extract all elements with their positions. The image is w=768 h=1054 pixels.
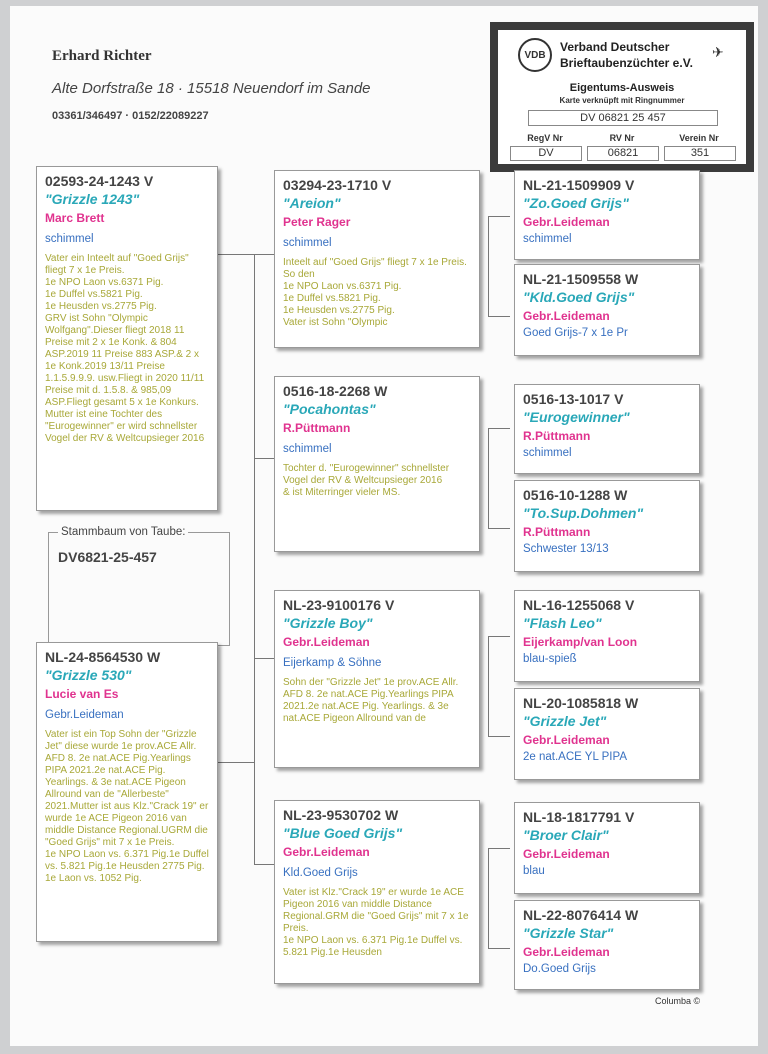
breeder: Gebr.Leideman <box>283 845 370 859</box>
ring-number: NL-23-9100176 V <box>283 597 395 613</box>
pigeon-name: "Grizzle Star" <box>523 925 614 941</box>
connector-line <box>488 948 510 949</box>
pigeon-name: "To.Sup.Dohmen" <box>523 505 644 521</box>
ring-number: 03294-23-1710 V <box>283 177 392 193</box>
connector-line <box>488 428 510 429</box>
breeder: Peter Rager <box>283 215 351 229</box>
ring-number: NL-22-8076414 W <box>523 907 639 923</box>
pedigree-notes: Sohn der "Grizzle Jet" 1e prov.ACE Allr. AFD 8. 2e nat.ACE Pig.Yearlings PIPA 2021.2e nat.ACE Pig. Yearlings. & 3e nat.ACE Pigeon Allround van de <box>283 677 459 724</box>
pigeon-name: "Grizzle Jet" <box>523 713 607 729</box>
connector-line <box>488 848 489 948</box>
vdb-logo-icon: VDB <box>518 38 552 72</box>
connector-line <box>254 658 274 659</box>
connector-line <box>488 316 510 317</box>
connector-line <box>488 736 510 737</box>
connector-line <box>488 428 489 528</box>
color-info: schimmel <box>523 447 572 459</box>
color-info: Schwester 13/13 <box>523 543 609 555</box>
connector-line <box>488 528 510 529</box>
color-info: Kld.Goed Grijs <box>283 867 358 879</box>
connector-line <box>254 458 274 459</box>
pigeon-icon: ✈ <box>712 44 724 60</box>
breeder: R.Püttmann <box>523 429 591 443</box>
connector-line <box>488 636 510 637</box>
pedigree-box-g6 <box>514 688 700 780</box>
color-info: Goed Grijs-7 x 1e Pr <box>523 327 628 339</box>
color-info: 2e nat.ACE YL PIPA <box>523 751 627 763</box>
pedigree-notes: Vater ein Inteelt auf "Goed Grijs" fliegt 7 x 1e Preis. 1e NPO Laon vs.6371 Pig. 1e Duffel vs.5821 Pig. 1e Heusden vs.2775 Pig. GRV ist Sohn "Olympic Wolfgang".Dieser fliegt 2018 11 Preise mit 2 x 1e Konk. & 804 ASP.2019 11 Preise 883 ASP.& 2 x 1e Konk.2019 13/11 Preise 1.1.5.9.9.9. usw.Fliegt in 2020 11/11 Preise mit d. 1.5.8. & 985,09 ASP.Fliegt gesamt 5 x 1e Konkurs. Mutter ist eine Tochter des "Eurogewinner" er wird schnellster Vogel der RV & Weltcupsieger 2016 <box>45 253 205 444</box>
breeder: Gebr.Leideman <box>523 847 610 861</box>
ring-number: NL-20-1085818 W <box>523 695 639 711</box>
breeder: R.Püttmann <box>283 421 351 435</box>
card-label-verein: Verein Nr <box>679 133 719 143</box>
pedigree-box-g3 <box>514 384 700 474</box>
breeder: Gebr.Leideman <box>523 945 610 959</box>
color-info: Do.Goed Grijs <box>523 963 596 975</box>
owner-name: Erhard Richter <box>52 48 152 64</box>
ring-number: 0516-18-2268 W <box>283 383 388 399</box>
card-label-regv: RegV Nr <box>527 133 563 143</box>
card-value-rv: 06821 <box>587 146 659 161</box>
owner-address: Alte Dorfstraße 18 · 15518 Neuendorf im Sande <box>52 80 371 97</box>
pedigree-box-g8 <box>514 900 700 990</box>
breeder: Lucie van Es <box>45 687 119 701</box>
ownership-card-inner <box>498 30 746 164</box>
footer-credit: Columba © <box>655 996 701 1006</box>
pedigree-box-mother <box>36 642 218 942</box>
ownership-card <box>490 22 754 172</box>
pedigree-box-g7 <box>514 802 700 894</box>
pigeon-name: "Grizzle 1243" <box>45 191 140 207</box>
pedigree-box-father <box>36 166 218 511</box>
color-info: blau-spieß <box>523 653 577 665</box>
pedigree-notes: Vater ist ein Top Sohn der "Grizzle Jet" diese wurde 1e prov.ACE Allr. AFD 8. 2e nat.ACE Pig.Yearlings PIPA 2021.2e nat.ACE Pig. Yearlings. & 3e nat.ACE Pigeon Allround van de "Allerbeste" 2021.Mutter ist aus Klz."Crack 19" er wurde 1e ACE Pigeon 2016 van middle Distance Regional.UGRM die "Goed Grijs" mit 7 x 1e Preis. 1e NPO Laon vs. 6.371 Pig.1e Duffel vs. 5.821 Pig.1e Heusden 2775 Pig. 1e Laon vs. 1052 Pig. <box>45 729 209 884</box>
card-org-line1: Verband Deutscher <box>560 40 670 54</box>
ring-number: NL-24-8564530 W <box>45 649 161 665</box>
pigeon-name: "Pocahontas" <box>283 401 376 417</box>
pigeon-name: "Kld.Goed Grijs" <box>523 289 635 305</box>
connector-line <box>488 636 489 736</box>
stammbaum-id: DV6821-25-457 <box>58 549 157 565</box>
ring-number: NL-21-1509909 V <box>523 177 635 193</box>
pedigree-box-g2 <box>514 264 700 356</box>
breeder: R.Püttmann <box>523 525 591 539</box>
pigeon-name: "Grizzle 530" <box>45 667 132 683</box>
owner-phones: 03361/346497 · 0152/22089227 <box>52 110 209 122</box>
pedigree-notes: Inteelt auf "Goed Grijs" fliegt 7 x 1e Preis. So den 1e NPO Laon vs.6371 Pig. 1e Duffel vs.5821 Pig. 1e Heusden vs.2775 Pig. Vater ist Sohn "Olympic <box>283 257 467 328</box>
pedigree-notes: Vater ist Klz."Crack 19" er wurde 1e ACE Pigeon 2016 van middle Distance Regional.GRM die "Goed Grijs" mit 7 x 1e Preis. 1e NPO Laon vs. 6.371 Pig.1e Duffel vs. 5.821 Pig.1e Heusden <box>283 887 469 958</box>
color-info: Eijerkamp & Söhne <box>283 657 382 669</box>
breeder: Gebr.Leideman <box>523 309 610 323</box>
breeder: Gebr.Leideman <box>523 215 610 229</box>
breeder: Gebr.Leideman <box>523 733 610 747</box>
connector-line <box>488 216 510 217</box>
pedigree-box-ff <box>274 170 480 348</box>
connector-line <box>254 254 255 864</box>
stammbaum-label: Stammbaum von Taube: <box>58 526 188 538</box>
connector-line <box>218 254 254 255</box>
ring-number: NL-23-9530702 W <box>283 807 399 823</box>
pedigree-box-g1 <box>514 170 700 260</box>
ring-number: NL-18-1817791 V <box>523 809 635 825</box>
color-info: schimmel <box>523 233 572 245</box>
color-info: schimmel <box>283 237 332 249</box>
ring-number: 0516-10-1288 W <box>523 487 628 503</box>
pigeon-name: "Flash Leo" <box>523 615 602 631</box>
ring-number: NL-16-1255068 V <box>523 597 635 613</box>
ring-number: NL-21-1509558 W <box>523 271 639 287</box>
pedigree-box-mf <box>274 590 480 768</box>
color-info: Gebr.Leideman <box>45 709 124 721</box>
pigeon-name: "Zo.Goed Grijs" <box>523 195 629 211</box>
card-subtitle: Karte verknüpft mit Ringnummer <box>559 96 685 105</box>
pedigree-box-fm <box>274 376 480 552</box>
ring-number: 02593-24-1243 V <box>45 173 154 189</box>
pigeon-name: "Areion" <box>283 195 341 211</box>
card-value-verein: 351 <box>664 146 736 161</box>
pigeon-name: "Grizzle Boy" <box>283 615 373 631</box>
color-info: schimmel <box>283 443 332 455</box>
pigeon-name: "Broer Clair" <box>523 827 609 843</box>
card-label-rv: RV Nr <box>609 133 635 143</box>
pedigree-box-mm <box>274 800 480 984</box>
connector-line <box>254 864 274 865</box>
pigeon-name: "Eurogewinner" <box>523 409 630 425</box>
color-info: schimmel <box>45 233 94 245</box>
connector-line <box>488 216 489 316</box>
ring-number: 0516-13-1017 V <box>523 391 624 407</box>
card-org-line2: Brieftaubenzüchter e.V. <box>560 56 693 70</box>
pedigree-notes: Tochter d. "Eurogewinner" schnellster Vogel der RV & Weltcupsieger 2016 & ist Miterringer vieler MS. <box>283 463 450 498</box>
pedigree-box-g4 <box>514 480 700 572</box>
connector-line <box>488 848 510 849</box>
card-value-regv: DV <box>510 146 582 161</box>
connector-line <box>254 254 274 255</box>
pedigree-sheet <box>10 6 758 1046</box>
pigeon-name: "Blue Goed Grijs" <box>283 825 403 841</box>
breeder: Eijerkamp/van Loon <box>523 635 638 649</box>
card-ring-number: DV 06821 25 457 <box>528 110 718 126</box>
pedigree-box-g5 <box>514 590 700 682</box>
breeder: Marc Brett <box>45 211 105 225</box>
color-info: blau <box>523 865 545 877</box>
card-title: Eigentums-Ausweis <box>569 82 675 94</box>
breeder: Gebr.Leideman <box>283 635 370 649</box>
connector-line <box>218 762 254 763</box>
